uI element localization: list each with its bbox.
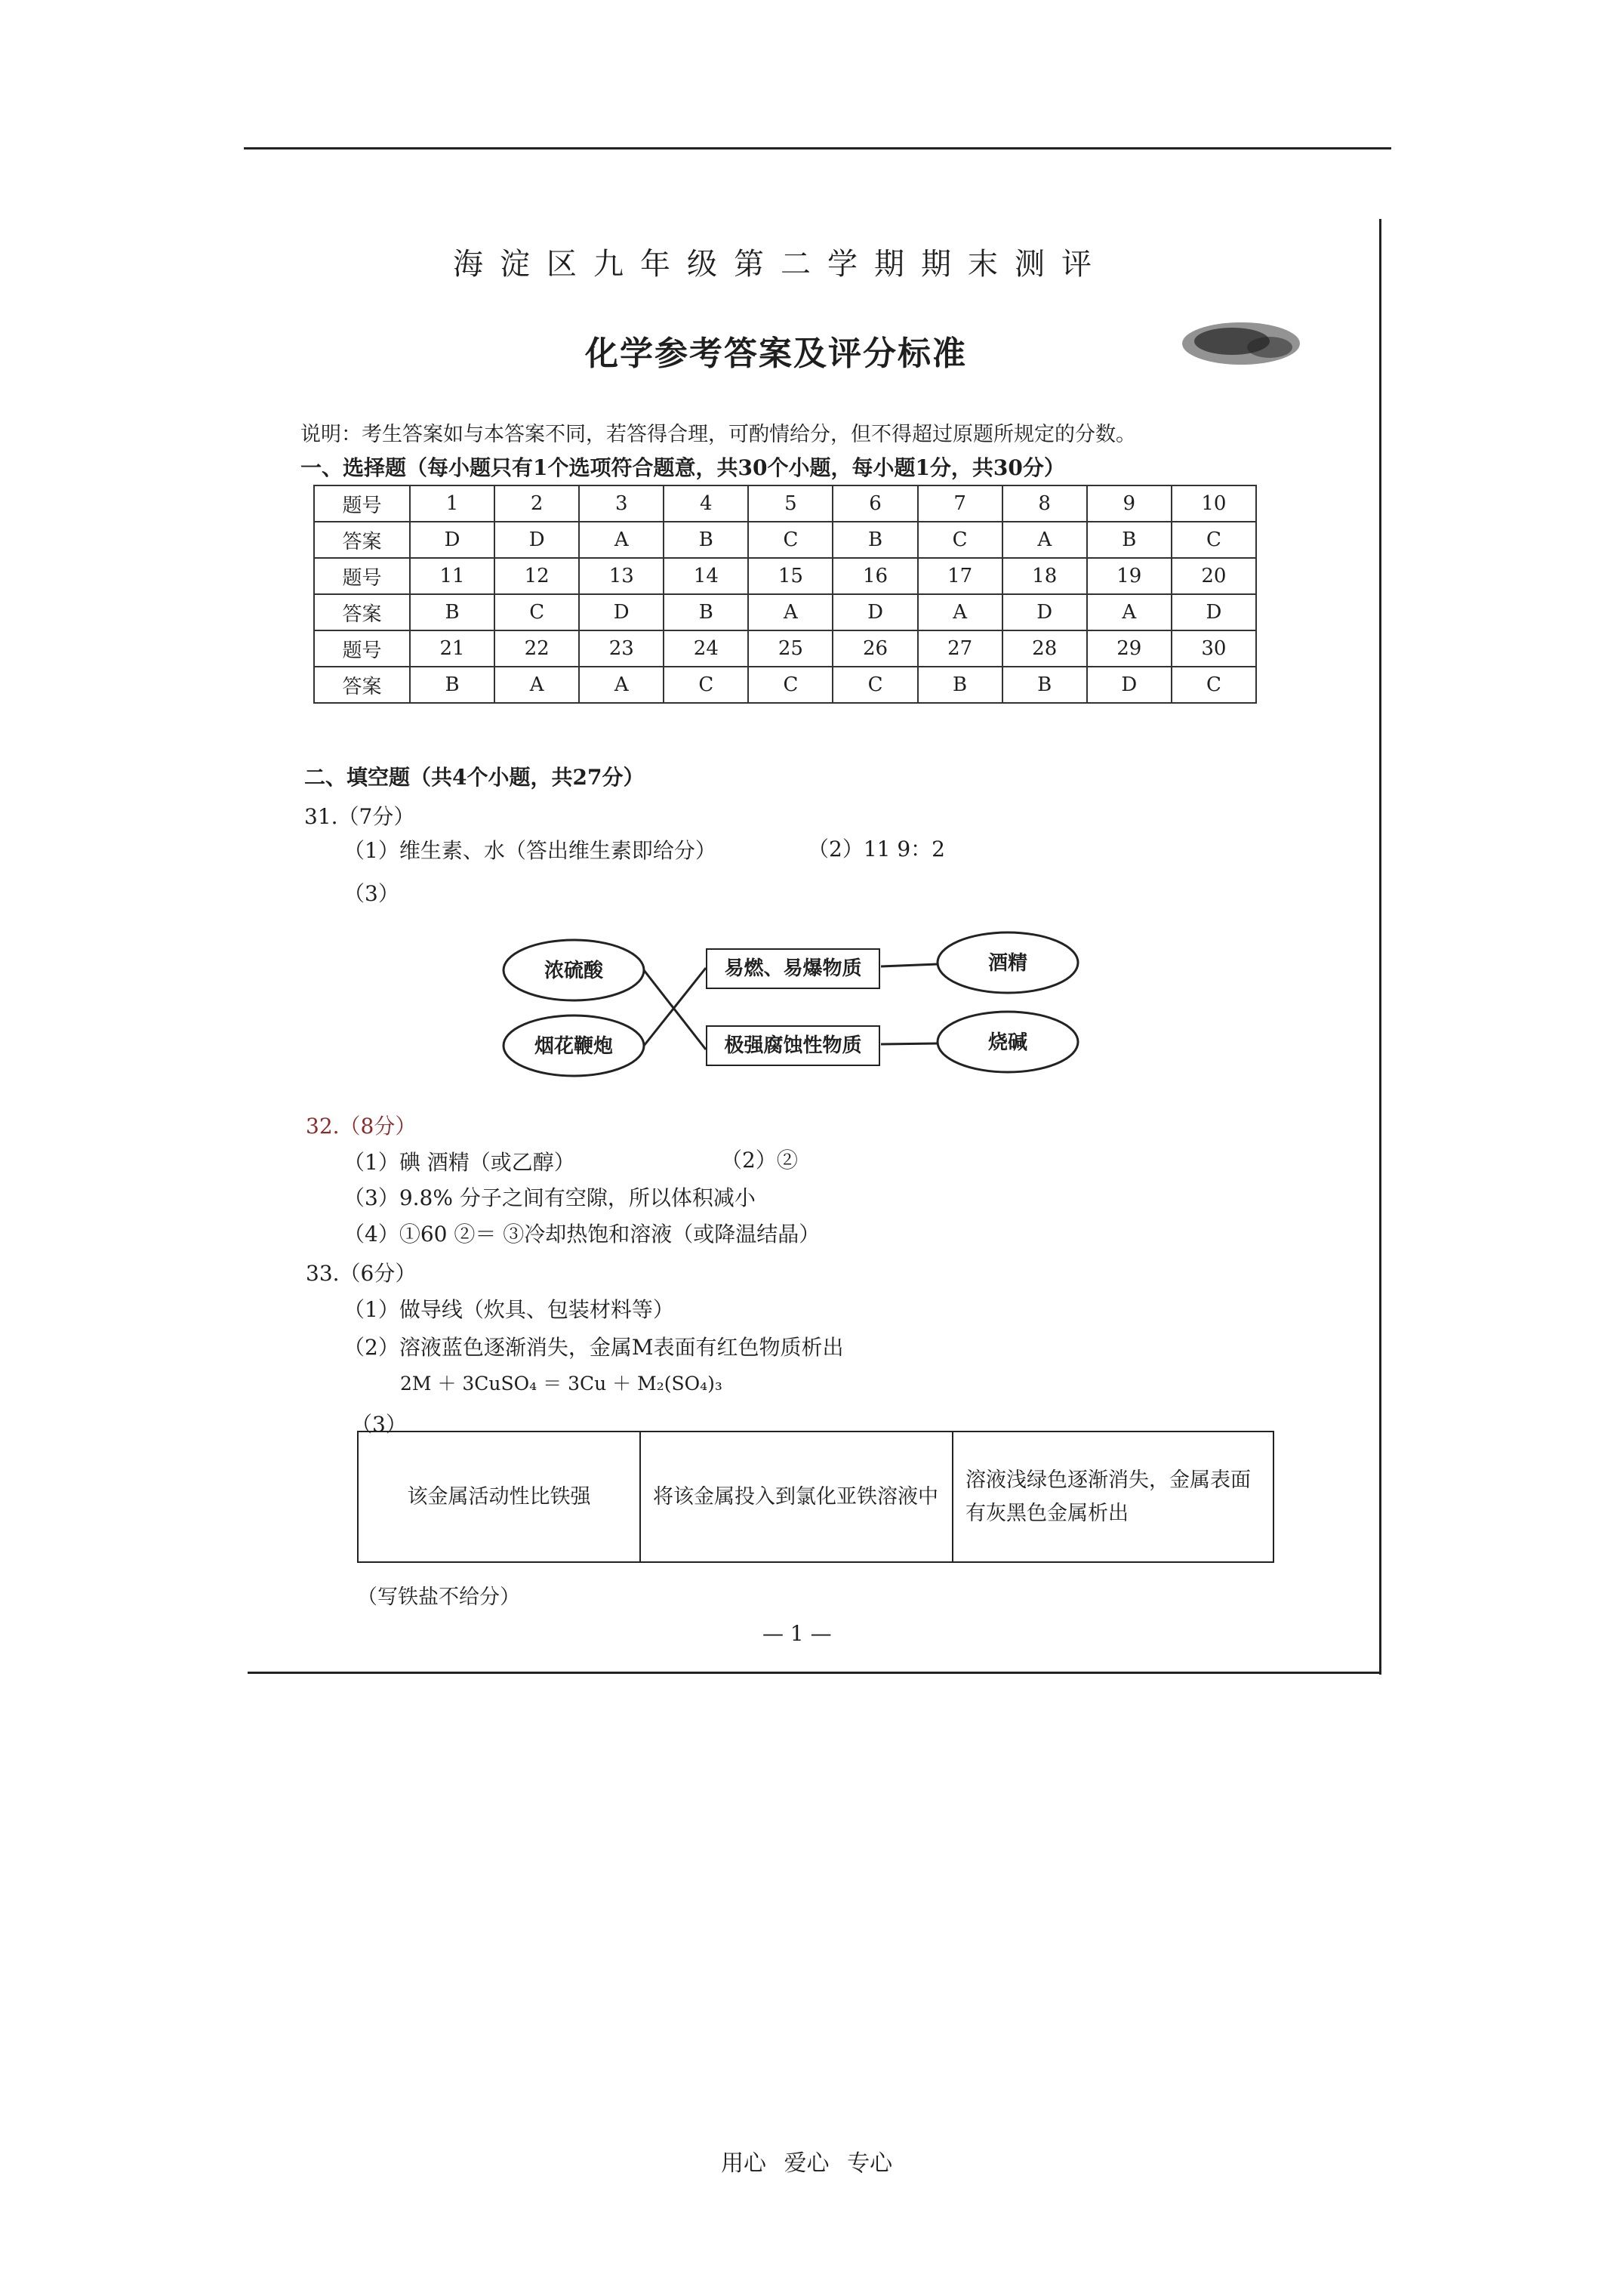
q-num: 25 bbox=[748, 630, 833, 667]
q-num: 13 bbox=[579, 558, 664, 594]
q-num: 10 bbox=[1172, 485, 1256, 522]
item-fireworks: 烟花鞭炮 bbox=[534, 1035, 613, 1058]
line-corrosive-soda bbox=[881, 1043, 938, 1044]
q31-label: 31.（7分） bbox=[304, 804, 415, 829]
table-row bbox=[314, 630, 1256, 667]
q33-part1: （1）做导线（炊具、包装材料等） bbox=[343, 1297, 674, 1322]
scoring-note: 说明：考生答案如与本答案不同，若答得合理，可酌情给分，但不得超过原题所规定的分数。 bbox=[300, 423, 1136, 446]
cell-phenomenon: 溶液浅绿色逐渐消失，金属表面有灰黑色金属析出 bbox=[953, 1432, 1273, 1562]
q-num: 7 bbox=[918, 485, 1002, 522]
num-label: 题号 bbox=[314, 558, 410, 594]
line-firework-flammable bbox=[644, 968, 706, 1046]
q-num: 11 bbox=[410, 558, 494, 594]
q-answer: B bbox=[664, 594, 748, 630]
table-row bbox=[314, 594, 1256, 630]
q-num: 3 bbox=[579, 485, 664, 522]
q-answer: D bbox=[1172, 594, 1256, 630]
q-answer: C bbox=[494, 594, 579, 630]
q-num: 29 bbox=[1087, 630, 1172, 667]
q-num: 8 bbox=[1002, 485, 1087, 522]
school-title: 海淀区九年级第二学期期末测评 bbox=[453, 247, 1108, 282]
line-flammable-alcohol bbox=[881, 964, 938, 966]
q-num: 17 bbox=[918, 558, 1002, 594]
q-answer: B bbox=[918, 667, 1002, 703]
q-answer: D bbox=[410, 522, 494, 558]
q-num: 24 bbox=[664, 630, 748, 667]
q31-part2: （2）11 9：2 bbox=[808, 837, 945, 861]
q-num: 15 bbox=[748, 558, 833, 594]
q33-part3: （3） bbox=[351, 1412, 407, 1437]
q-answer: A bbox=[918, 594, 1002, 630]
q-num: 30 bbox=[1172, 630, 1256, 667]
table-row bbox=[314, 522, 1256, 558]
q-num: 2 bbox=[494, 485, 579, 522]
num-label: 题号 bbox=[314, 485, 410, 522]
q33-equation: 2M ＋ 3CuSO₄ ＝ 3Cu ＋ M₂(SO₄)₃ bbox=[400, 1373, 722, 1395]
section1-title: 一、选择题（每小题只有1个选项符合题意，共30个小题，每小题1分，共30分） bbox=[300, 455, 1065, 480]
q-num: 12 bbox=[494, 558, 579, 594]
q-answer: A bbox=[494, 667, 579, 703]
q33-label: 33.（6分） bbox=[306, 1261, 417, 1286]
q-answer: A bbox=[579, 667, 664, 703]
q-answer: A bbox=[1087, 594, 1172, 630]
q-num: 4 bbox=[664, 485, 748, 522]
q-num: 23 bbox=[579, 630, 664, 667]
q-answer: D bbox=[579, 594, 664, 630]
line-acid-corrosive bbox=[644, 970, 706, 1049]
q-answer: C bbox=[1172, 667, 1256, 703]
q-num: 14 bbox=[664, 558, 748, 594]
num-label: 题号 bbox=[314, 630, 410, 667]
q31-part3: （3） bbox=[343, 881, 399, 906]
item-sulfuric-acid: 浓硫酸 bbox=[544, 960, 603, 982]
q-answer: B bbox=[664, 522, 748, 558]
item-alcohol: 酒精 bbox=[987, 952, 1027, 975]
q-answer: C bbox=[748, 522, 833, 558]
q-num: 28 bbox=[1002, 630, 1087, 667]
q-answer: D bbox=[494, 522, 579, 558]
item-flammable: 易燃、易爆物质 bbox=[706, 948, 880, 989]
q-answer: B bbox=[1087, 522, 1172, 558]
q-num: 27 bbox=[918, 630, 1002, 667]
q-answer: C bbox=[833, 667, 917, 703]
page-number: — 1 — bbox=[762, 1621, 832, 1646]
q33-table bbox=[357, 1431, 1274, 1563]
q31-part1: （1）维生素、水（答出维生素即给分） bbox=[343, 838, 716, 863]
scan-border-right bbox=[1379, 219, 1381, 1675]
stamp-mark bbox=[1179, 317, 1304, 370]
footer-slogan: 用心 爱心 专心 bbox=[721, 2150, 893, 2177]
q32-label: 32.（8分） bbox=[306, 1114, 417, 1139]
ans-label: 答案 bbox=[314, 522, 410, 558]
section2-title: 二、填空题（共4个小题，共27分） bbox=[304, 765, 645, 790]
top-rule bbox=[244, 147, 1391, 149]
q33-remark: （写铁盐不给分） bbox=[357, 1586, 520, 1609]
q-answer: A bbox=[748, 594, 833, 630]
q-num: 5 bbox=[748, 485, 833, 522]
q-num: 19 bbox=[1087, 558, 1172, 594]
q33-part2: （2）溶液蓝色逐渐消失，金属M表面有红色物质析出 bbox=[343, 1335, 844, 1360]
q32-part1: （1）碘 酒精（或乙醇） bbox=[343, 1150, 575, 1175]
q-answer: D bbox=[1002, 594, 1087, 630]
q32-part4: （4）①60 ②＝ ③冷却热饱和溶液（或降温结晶） bbox=[343, 1222, 821, 1247]
table-row bbox=[314, 558, 1256, 594]
table-row bbox=[358, 1432, 1273, 1562]
q-answer: B bbox=[833, 522, 917, 558]
q-answer: C bbox=[748, 667, 833, 703]
q-num: 26 bbox=[833, 630, 917, 667]
ans-label: 答案 bbox=[314, 594, 410, 630]
q-num: 1 bbox=[410, 485, 494, 522]
q-answer: C bbox=[1172, 522, 1256, 558]
q-answer: D bbox=[833, 594, 917, 630]
q-answer: D bbox=[1087, 667, 1172, 703]
q-answer: C bbox=[664, 667, 748, 703]
q-num: 20 bbox=[1172, 558, 1256, 594]
q-num: 22 bbox=[494, 630, 579, 667]
ans-label: 答案 bbox=[314, 667, 410, 703]
cell-conclusion: 该金属活动性比铁强 bbox=[358, 1432, 640, 1562]
q-answer: A bbox=[579, 522, 664, 558]
q-num: 6 bbox=[833, 485, 917, 522]
answer-table bbox=[313, 485, 1257, 704]
q-answer: B bbox=[1002, 667, 1087, 703]
table-row bbox=[314, 485, 1256, 522]
item-corrosive: 极强腐蚀性物质 bbox=[706, 1025, 880, 1066]
q-num: 18 bbox=[1002, 558, 1087, 594]
q-num: 21 bbox=[410, 630, 494, 667]
q-answer: B bbox=[410, 667, 494, 703]
q32-part3: （3）9.8% 分子之间有空隙，所以体积减小 bbox=[343, 1185, 756, 1210]
q-answer: A bbox=[1002, 522, 1087, 558]
item-caustic-soda: 烧碱 bbox=[987, 1031, 1027, 1054]
scan-border-bottom bbox=[248, 1672, 1381, 1674]
q-answer: C bbox=[918, 522, 1002, 558]
cell-operation: 将该金属投入到氯化亚铁溶液中 bbox=[640, 1432, 953, 1562]
table-row bbox=[314, 667, 1256, 703]
doc-title: 化学参考答案及评分标准 bbox=[585, 334, 967, 373]
q32-part2: （2）② bbox=[721, 1148, 798, 1173]
q-num: 9 bbox=[1087, 485, 1172, 522]
q-num: 16 bbox=[833, 558, 917, 594]
q-answer: B bbox=[410, 594, 494, 630]
